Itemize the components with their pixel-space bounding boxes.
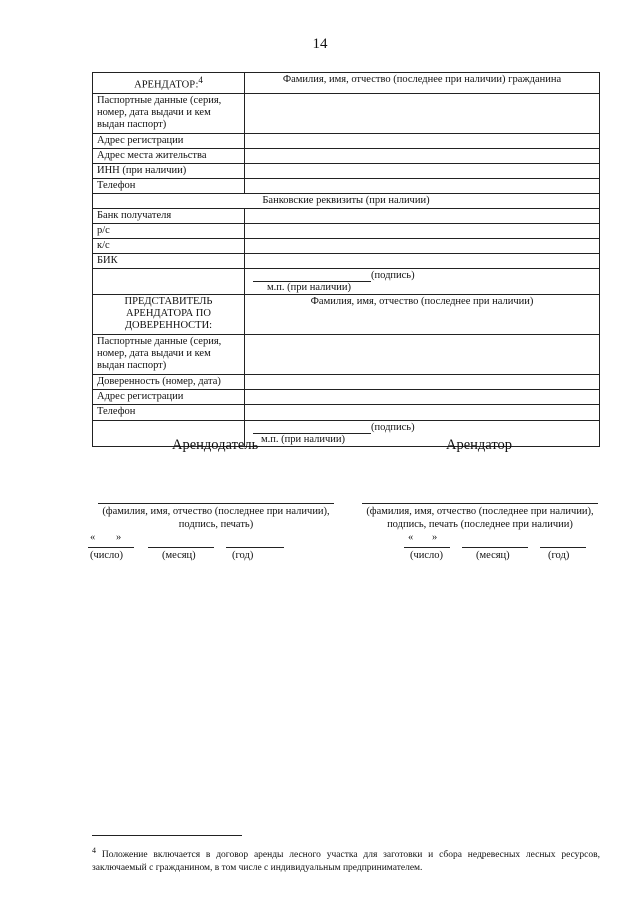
tenant-signature-cell[interactable] — [245, 268, 600, 294]
signature-caption: (подпись) — [371, 269, 415, 281]
rep-fio-header: Фамилия, имя, отчество (последнее при наличии) — [245, 294, 600, 334]
footnote-text: Положение включается в договор аренды лесного участка для заготовки и сбора недревесных лесных ресурсов, заключаемый с гражданином, в том числе с индивидуальным предпринимателем. — [92, 850, 600, 874]
tenant-month-line — [462, 547, 528, 548]
inn-label: ИНН (при наличии) — [93, 163, 245, 178]
live-address-label: Адрес места жительства — [93, 148, 245, 163]
live-address-field[interactable] — [245, 148, 600, 163]
proxy-label: Доверенность (номер, дата) — [93, 374, 245, 389]
page-number: 14 — [312, 36, 328, 52]
tenant-signature-line — [362, 503, 598, 504]
landlord-year-line — [226, 547, 284, 548]
footnote-separator — [92, 835, 242, 836]
rep-stamp-line — [253, 446, 357, 447]
rep-stamp-caption: м.п. (при наличии) — [261, 433, 345, 445]
tenant-year-line — [540, 547, 586, 548]
tenant-month-caption: (месяц) — [476, 550, 510, 561]
footnote — [92, 844, 600, 875]
phone-field[interactable] — [245, 178, 600, 193]
rep-reg-address-label: Адрес регистрации — [93, 389, 245, 404]
reg-address-field[interactable] — [245, 133, 600, 148]
tenant-label: АРЕНДАТОР: — [134, 79, 199, 91]
tenant-details-table — [92, 72, 600, 447]
rs-field[interactable] — [245, 223, 600, 238]
landlord-year-caption: (год) — [232, 550, 254, 561]
rep-passport-label: Паспортные данные (серия, номер, дата выдачи и кем выдан паспорт) — [93, 334, 245, 374]
rs-label: р/с — [93, 223, 245, 238]
fio-header: Фамилия, имя, отчество (последнее при наличии) гражданина — [245, 73, 600, 94]
landlord-day-line — [88, 547, 134, 548]
tenant-quote-open: « — [408, 532, 414, 543]
tenant-quote-close: » — [432, 532, 438, 543]
tenant-year-caption: (год) — [548, 550, 570, 561]
stamp-line — [253, 294, 357, 295]
tenant-label-cell — [93, 73, 245, 94]
landlord-signature-line — [98, 503, 334, 504]
bank-field[interactable] — [245, 208, 600, 223]
rep-signature-caption: (подпись) — [371, 421, 415, 433]
bank-label: Банк получателя — [93, 208, 245, 223]
landlord-quote-open: « — [90, 532, 96, 543]
rep-signature-cell[interactable] — [245, 420, 600, 446]
phone-label: Телефон — [93, 178, 245, 193]
passport-label: Паспортные данные (серия, номер, дата выдачи и кем выдан паспорт) — [93, 93, 245, 133]
ks-label: к/с — [93, 238, 245, 253]
bik-label: БИК — [93, 253, 245, 268]
ks-field[interactable] — [245, 238, 600, 253]
bank-header: Банковские реквизиты (при наличии) — [93, 193, 600, 208]
landlord-month-caption: (месяц) — [162, 550, 196, 561]
sign-empty-cell — [93, 268, 245, 294]
landlord-month-line — [148, 547, 214, 548]
landlord-day-caption: (число) — [90, 550, 124, 561]
rep-reg-address-field[interactable] — [245, 389, 600, 404]
proxy-field[interactable] — [245, 374, 600, 389]
landlord-quote-close: » — [116, 532, 122, 543]
rep-phone-label: Телефон — [93, 404, 245, 420]
footnote-number: 4 — [92, 846, 96, 855]
tenant-day-caption: (число) — [410, 550, 444, 561]
stamp-caption: м.п. (при наличии) — [267, 281, 351, 293]
landlord-heading: Арендодатель — [172, 437, 259, 453]
passport-field[interactable] — [245, 93, 600, 133]
inn-field[interactable] — [245, 163, 600, 178]
bik-field[interactable] — [245, 253, 600, 268]
footnote-ref: 4 — [198, 75, 203, 85]
rep-phone-field[interactable] — [245, 404, 600, 420]
landlord-caption: (фамилия, имя, отчество (последнее при наличии), подпись, печать) — [102, 506, 330, 530]
reg-address-label: Адрес регистрации — [93, 133, 245, 148]
representative-label: ПРЕДСТАВИТЕЛЬ АРЕНДАТОРА ПО ДОВЕРЕННОСТИ: — [93, 294, 245, 334]
rep-passport-field[interactable] — [245, 334, 600, 374]
tenant-day-line — [404, 547, 450, 548]
tenant-caption: (фамилия, имя, отчество (последнее при наличии), подпись, печать (последнее при наличии) — [366, 506, 594, 530]
tenant-heading: Арендатор — [446, 437, 513, 453]
